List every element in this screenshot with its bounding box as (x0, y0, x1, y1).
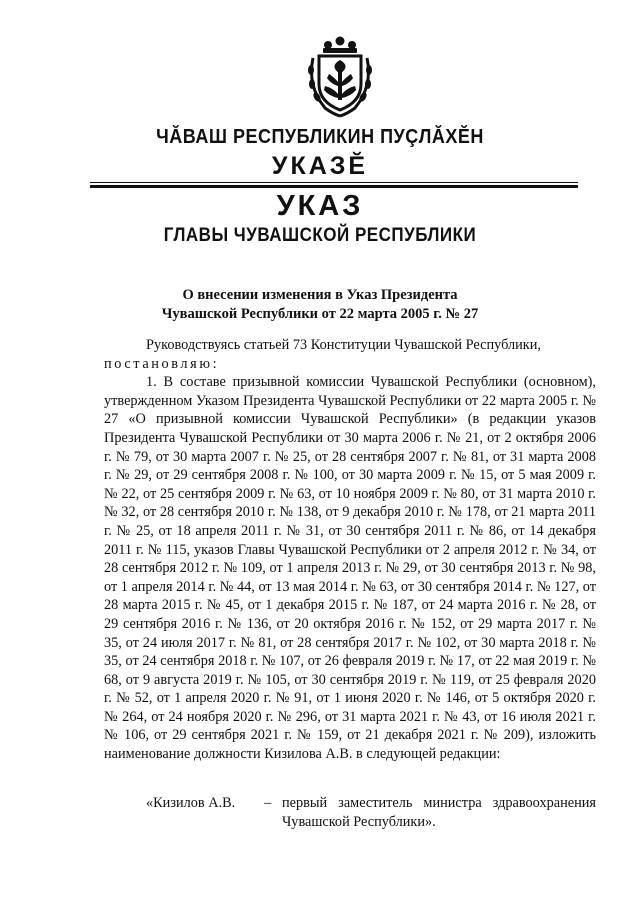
coat-of-arms-icon (305, 36, 375, 118)
ukaz-title: УКАЗ (276, 190, 364, 222)
item-dash: – (264, 795, 272, 811)
document-subject (0, 286, 640, 324)
header-divider-thin (90, 182, 578, 183)
item-text: первый заместитель министра здравоохранения Чувашской Республики». (282, 795, 596, 830)
paragraph-1: 1. В составе призывной комиссии Чувашской Республики (основном), утвержденном Указом Президента Чувашской Республики от 22 марта 2005 г. № 27 «О призывной комиссии Чувашской Республики» (в редакции указов Президента Чувашской Республики от 30 марта 2006 г. № 21, от 2 октября 2006 г. № 79, от 30 марта 2007 г. № 25, от 28 сентября 2007 г. № 81, от 31 марта 2008 г. № 29, от 29 сентября 2008 г. № 100, от 30 марта 2009 г. № 15, от 5 мая 2009 г. № 22, от 25 сентября 2009 г. № 63, от 10 ноября 2009 г. № 80, от 31 марта 2010 г. № 32, от 28 сентября 2010 г. № 138, от 9 декабря 2010 г. № 178, от 21 марта 2011 г. № 25, от 18 апреля 2011 г. № 31, от 30 сентября 2011 г. № 86, от 14 декабря 2011 г. № 115, указов Главы Чувашской Республики от 2 апреля 2012 г. № 34, от 28 сентября 2012 г. № 109, от 1 апреля 2013 г. № 29, от 30 сентября 2013 г. № 98, от 1 апреля 2014 г. № 44, от 13 мая 2014 г. № 63, от 30 сентября 2014 г. № 127, от 28 марта 2015 г. № 45, от 1 декабря 2015 г. № 187, от 24 марта 2016 г. № 28, от 29 сентября 2016 г. № 136, от 20 октября 2016 г. № 152, от 29 марта 2017 г. № 35, от 24 июля 2017 г. № 81, от 28 сентября 2017 г. № 102, от 30 марта 2018 г. № 35, от 24 сентября 2018 г. № 107, от 26 февраля 2019 г. № 17, от 22 мая 2019 г. № 68, от 9 августа 2019 г. № 105, от 30 сентября 2019 г. № 119, от 25 февраля 2020 г. № 52, от 1 апреля 2020 г. № 91, от 1 июня 2020 г. № 146, от 5 октября 2020 г. № 264, от 24 ноября 2020 г. № 296, от 31 марта 2021 г. № 43, от 16 июля 2021 г. № 106, от 29 сентября 2021 г. № 159, от 21 декабря 2021 г. № 209), изложить наименование должности Кизилова А.В. в следующей редакции: (104, 374, 596, 763)
item-name: «Кизилов А.В. (146, 795, 236, 811)
glavy-subtitle: ГЛАВЫ ЧУВАШСКОЙ РЕСПУБЛИКИ (163, 223, 477, 246)
document-body (104, 336, 596, 764)
chuvash-header-line: ЧĂВАШ РЕСПУБЛИКИН ПУÇЛĂХĔН (156, 124, 484, 148)
chuvash-ukaze-title: УКАЗĔ (271, 152, 369, 180)
postanovlyayu-text: постановляю: (104, 355, 220, 372)
subject-line-1: О внесении изменения в Указ Президента (182, 287, 458, 303)
intro-paragraph: Руководствуясь статьей 73 Конституции Чувашской Республики, (146, 337, 541, 353)
header-divider-thick (90, 185, 578, 188)
subject-line-2: Чувашской Республики от 22 марта 2005 г. № 27 (161, 306, 479, 322)
